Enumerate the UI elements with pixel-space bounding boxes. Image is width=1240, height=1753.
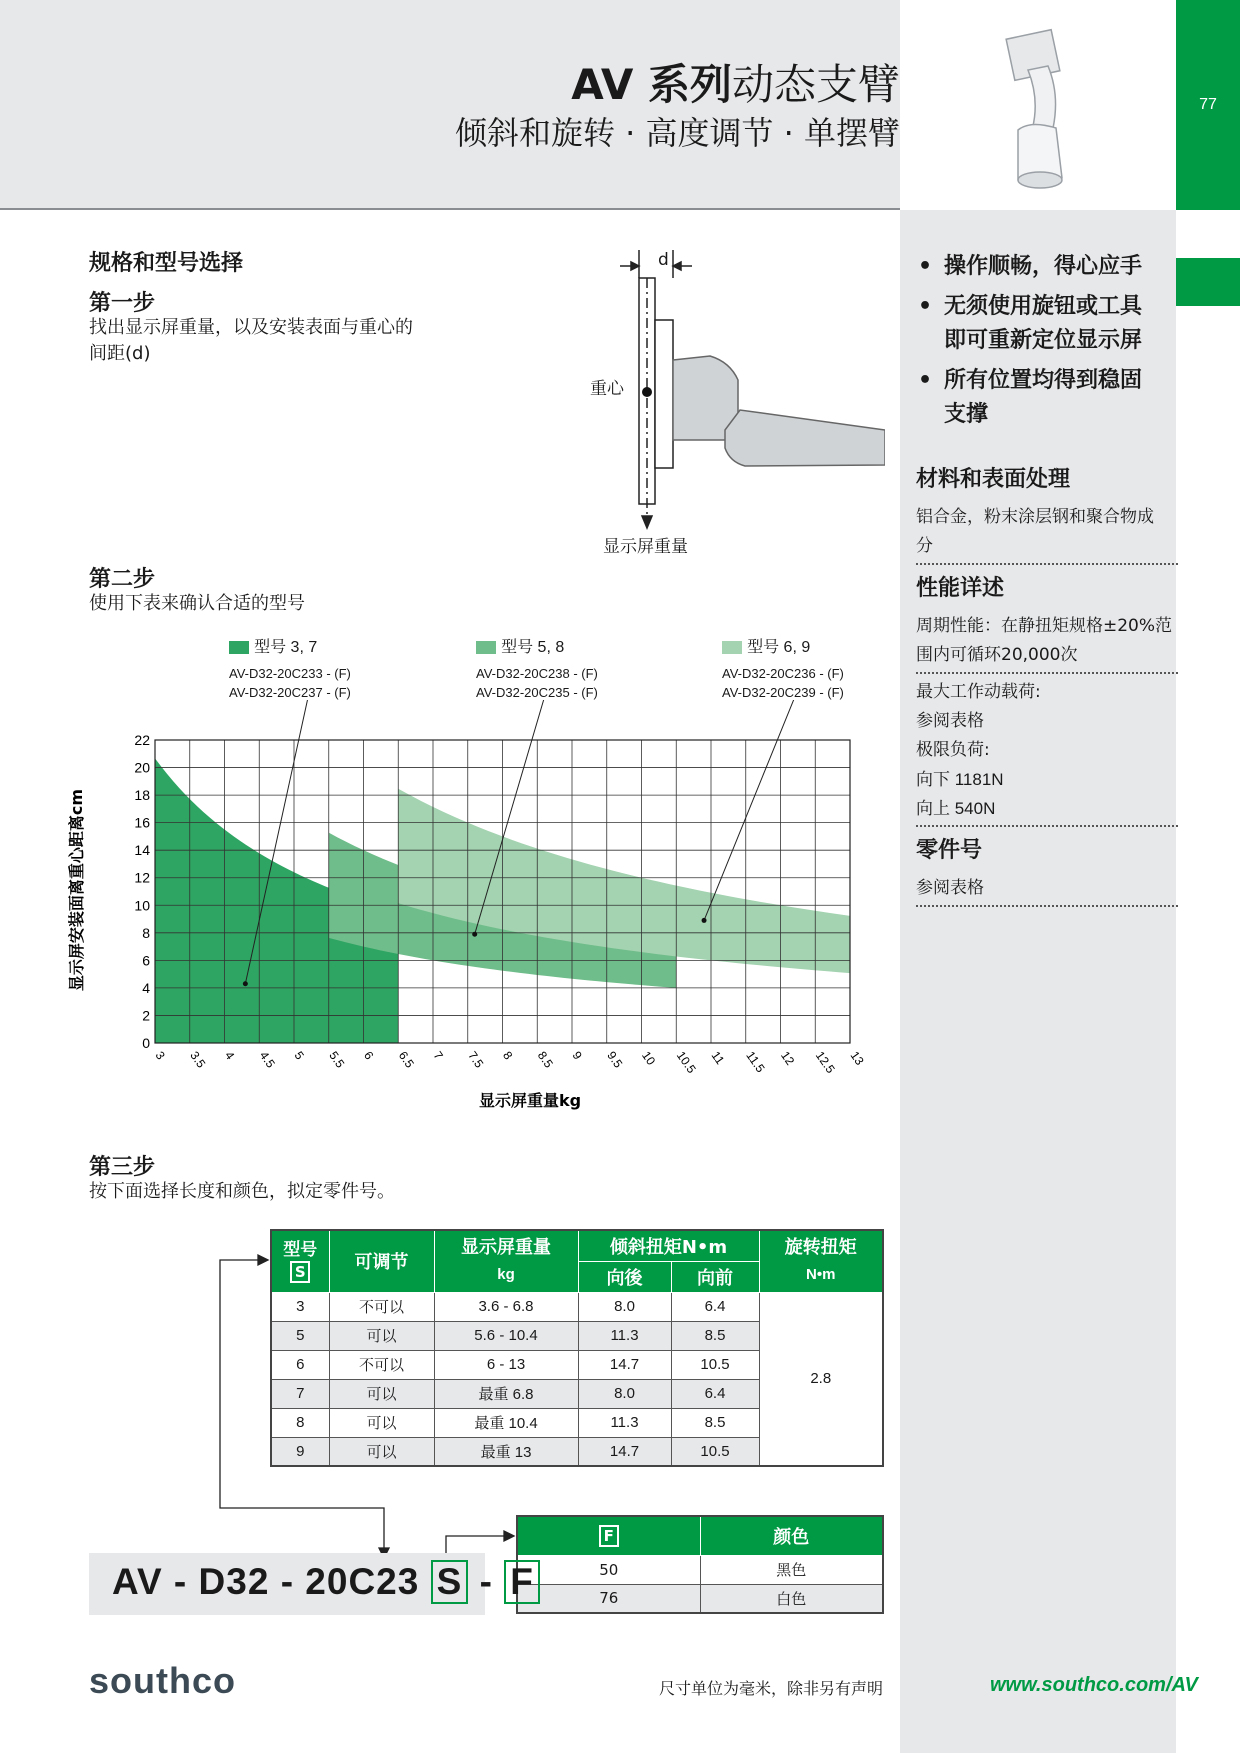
y-tick-label: 18 [134,787,150,804]
unit-note: 尺寸单位为毫米，除非另有声明 [658,1679,883,1698]
cell-model: 3 [271,1292,329,1321]
mounting-diagram [580,250,885,550]
legend-item-1: 型号 3, 7 [229,634,317,657]
x-tick-label: 6 [361,1048,377,1063]
legend-parts-2: AV-D32-20C238 - (F) AV-D32-20C235 - (F) [476,666,598,700]
page-title: AV 系列动态支臂 [571,60,900,109]
limit-down: 向下 1181N [916,770,1004,789]
cell-model: 9 [271,1437,329,1466]
cell-front: 6.4 [671,1379,759,1408]
th-model: 型号 S [271,1230,329,1292]
legend-swatch [476,641,496,654]
x-tick-label: 11 [708,1048,728,1067]
cell-back: 11.3 [578,1408,671,1437]
y-tick-label: 16 [134,814,150,831]
x-tick-label: 4.5 [256,1048,278,1071]
southco-logo: southco [89,1660,236,1701]
x-tick-label: 3 [152,1048,168,1063]
legend-swatch [229,641,249,654]
cell-front: 8.5 [671,1408,759,1437]
feature-list [914,250,1176,438]
cell-weight: 最重 10.4 [434,1408,578,1437]
part-number-s-box: S [431,1560,469,1604]
cell-adjust: 不可以 [329,1292,434,1321]
y-tick-label: 20 [134,759,150,776]
cell-model: 8 [271,1408,329,1437]
material-text: 铝合金，粉末涂层钢和聚合物成分 [916,507,1154,556]
callout-dot-3 [702,918,707,923]
cell-weight: 5.6 - 10.4 [434,1321,578,1350]
performance-heading: 性能详述 [916,576,1005,601]
legend-parts-3: AV-D32-20C236 - (F) AV-D32-20C239 - (F) [722,666,844,700]
material-heading: 材料和表面处理 [916,467,1071,492]
color-code: 76 [517,1584,700,1613]
x-tick-label: 9.5 [604,1048,626,1071]
limit-load-label: 极限负荷: [916,740,990,760]
cell-back: 8.0 [578,1292,671,1321]
x-axis-label: 显示屏重量kg [478,1091,582,1110]
part-number-f-box: F [504,1560,540,1604]
y-tick-label: 22 [134,732,150,748]
cell-swivel: 2.8 [759,1292,883,1466]
y-tick-label: 14 [134,842,150,859]
color-code: 50 [517,1555,700,1584]
th-swivel: 旋转扭矩 N•m [759,1230,883,1292]
y-tick-label: 0 [142,1035,150,1051]
legend-item-2: 型号 5, 8 [476,634,564,657]
cell-adjust: 可以 [329,1437,434,1466]
divider [916,905,1178,907]
y-tick-label: 4 [142,979,150,996]
cell-front: 10.5 [671,1350,759,1379]
part-text: 参阅表格 [916,878,984,898]
th-tilt: 倾斜扭矩N•m [578,1230,759,1261]
cell-back: 14.7 [578,1350,671,1379]
step3-text: 按下面选择长度和颜色，拟定零件号。 [89,1181,395,1202]
x-tick-label: 13 [847,1048,867,1068]
page-subtitle: 倾斜和旋转 · 高度调节 · 单摆臂 [454,114,900,152]
cell-weight: 3.6 - 6.8 [434,1292,578,1321]
legend-swatch [722,641,742,654]
x-tick-label: 12.5 [812,1048,838,1076]
y-tick-label: 6 [142,952,150,969]
th-back: 向後 [578,1261,671,1292]
diagram-d-label: d [658,250,669,270]
cell-model: 5 [271,1321,329,1350]
feature-item: • 操作顺畅，得心应手 [914,250,1176,284]
feature-item: • 无须使用旋钮或工具即可重新定位显示屏 [914,290,1154,358]
color-table [516,1515,884,1614]
divider [916,825,1178,827]
cell-adjust: 可以 [329,1408,434,1437]
x-tick-label: 10.5 [673,1048,699,1076]
diagram-cog-label: 重心 [590,379,624,399]
x-tick-label: 6.5 [395,1048,417,1071]
sidebar-specs [916,462,1178,907]
cell-back: 8.0 [578,1379,671,1408]
cell-adjust: 不可以 [329,1350,434,1379]
cell-adjust: 可以 [329,1379,434,1408]
divider [916,563,1178,565]
x-tick-label: 8 [500,1048,516,1063]
y-tick-label: 8 [142,924,150,941]
page-number: 77 [1199,96,1217,113]
y-tick-label: 2 [142,1007,150,1024]
cell-weight: 6 - 13 [434,1350,578,1379]
website-link[interactable]: www.southco.com/AV [990,1674,1198,1696]
cell-front: 6.4 [671,1292,759,1321]
max-load-label: 最大工作动载荷: [916,682,1041,702]
legend-item-3: 型号 6, 9 [722,634,810,657]
step2-text: 使用下表来确认合适的型号 [89,593,305,614]
x-tick-label: 8.5 [534,1048,556,1071]
x-tick-label: 10 [639,1048,659,1068]
step1-text: 找出显示屏重量，以及安装表面与重心的间距(d) [89,317,413,364]
step1-heading: 第一步 [89,291,156,316]
x-tick-label: 11.5 [743,1048,768,1076]
th-weight: 显示屏重量 kg [434,1230,578,1292]
step3-heading: 第三步 [89,1155,156,1180]
step2-heading: 第二步 [89,567,156,592]
product-image [900,0,1176,210]
callout-dot-2 [472,932,477,937]
th-f: F [517,1516,700,1555]
section-tab [1176,258,1240,306]
cell-adjust: 可以 [329,1321,434,1350]
divider [916,672,1178,674]
cell-model: 6 [271,1350,329,1379]
feature-item: • 所有位置均得到稳固支撑 [914,364,1154,432]
cell-weight: 最重 6.8 [434,1379,578,1408]
cell-weight: 最重 13 [434,1437,578,1466]
cell-front: 10.5 [671,1437,759,1466]
model-chart [60,700,880,1120]
x-tick-label: 7 [430,1048,446,1063]
spec-heading: 规格和型号选择 [89,251,244,276]
callout-dot-1 [243,981,248,986]
spec-row [271,1292,883,1321]
y-tick-label: 12 [134,869,150,886]
color-name: 白色 [700,1584,883,1613]
cell-back: 14.7 [578,1437,671,1466]
x-tick-label: 5 [291,1048,307,1063]
x-tick-label: 3.5 [187,1048,209,1071]
diagram-weight-label: 显示屏重量 [603,537,688,557]
performance-text: 周期性能：在静扭矩规格±20%范围内可循环20,000次 [916,616,1173,665]
x-tick-label: 12 [778,1048,798,1068]
x-tick-label: 7.5 [465,1048,487,1071]
limit-up: 向上 540N [916,799,996,818]
th-adjust: 可调节 [329,1230,434,1292]
spec-table [270,1229,884,1467]
cell-back: 11.3 [578,1321,671,1350]
sidebar [900,210,1176,1753]
x-tick-label: 9 [569,1048,585,1063]
part-number: AV - D32 - 20C23 S - F [112,1560,540,1604]
th-front: 向前 [671,1261,759,1292]
max-load-value: 参阅表格 [916,711,984,731]
cell-model: 7 [271,1379,329,1408]
y-tick-label: 10 [134,897,150,914]
th-color: 颜色 [700,1516,883,1555]
legend-parts-1: AV-D32-20C233 - (F) AV-D32-20C237 - (F) [229,666,351,700]
x-tick-label: 5.5 [326,1048,348,1071]
y-axis-label: 显示屏安装面离重心距离cm [67,788,86,992]
color-name: 黑色 [700,1555,883,1584]
part-heading: 零件号 [916,838,983,863]
cell-front: 8.5 [671,1321,759,1350]
x-tick-label: 4 [222,1048,238,1063]
